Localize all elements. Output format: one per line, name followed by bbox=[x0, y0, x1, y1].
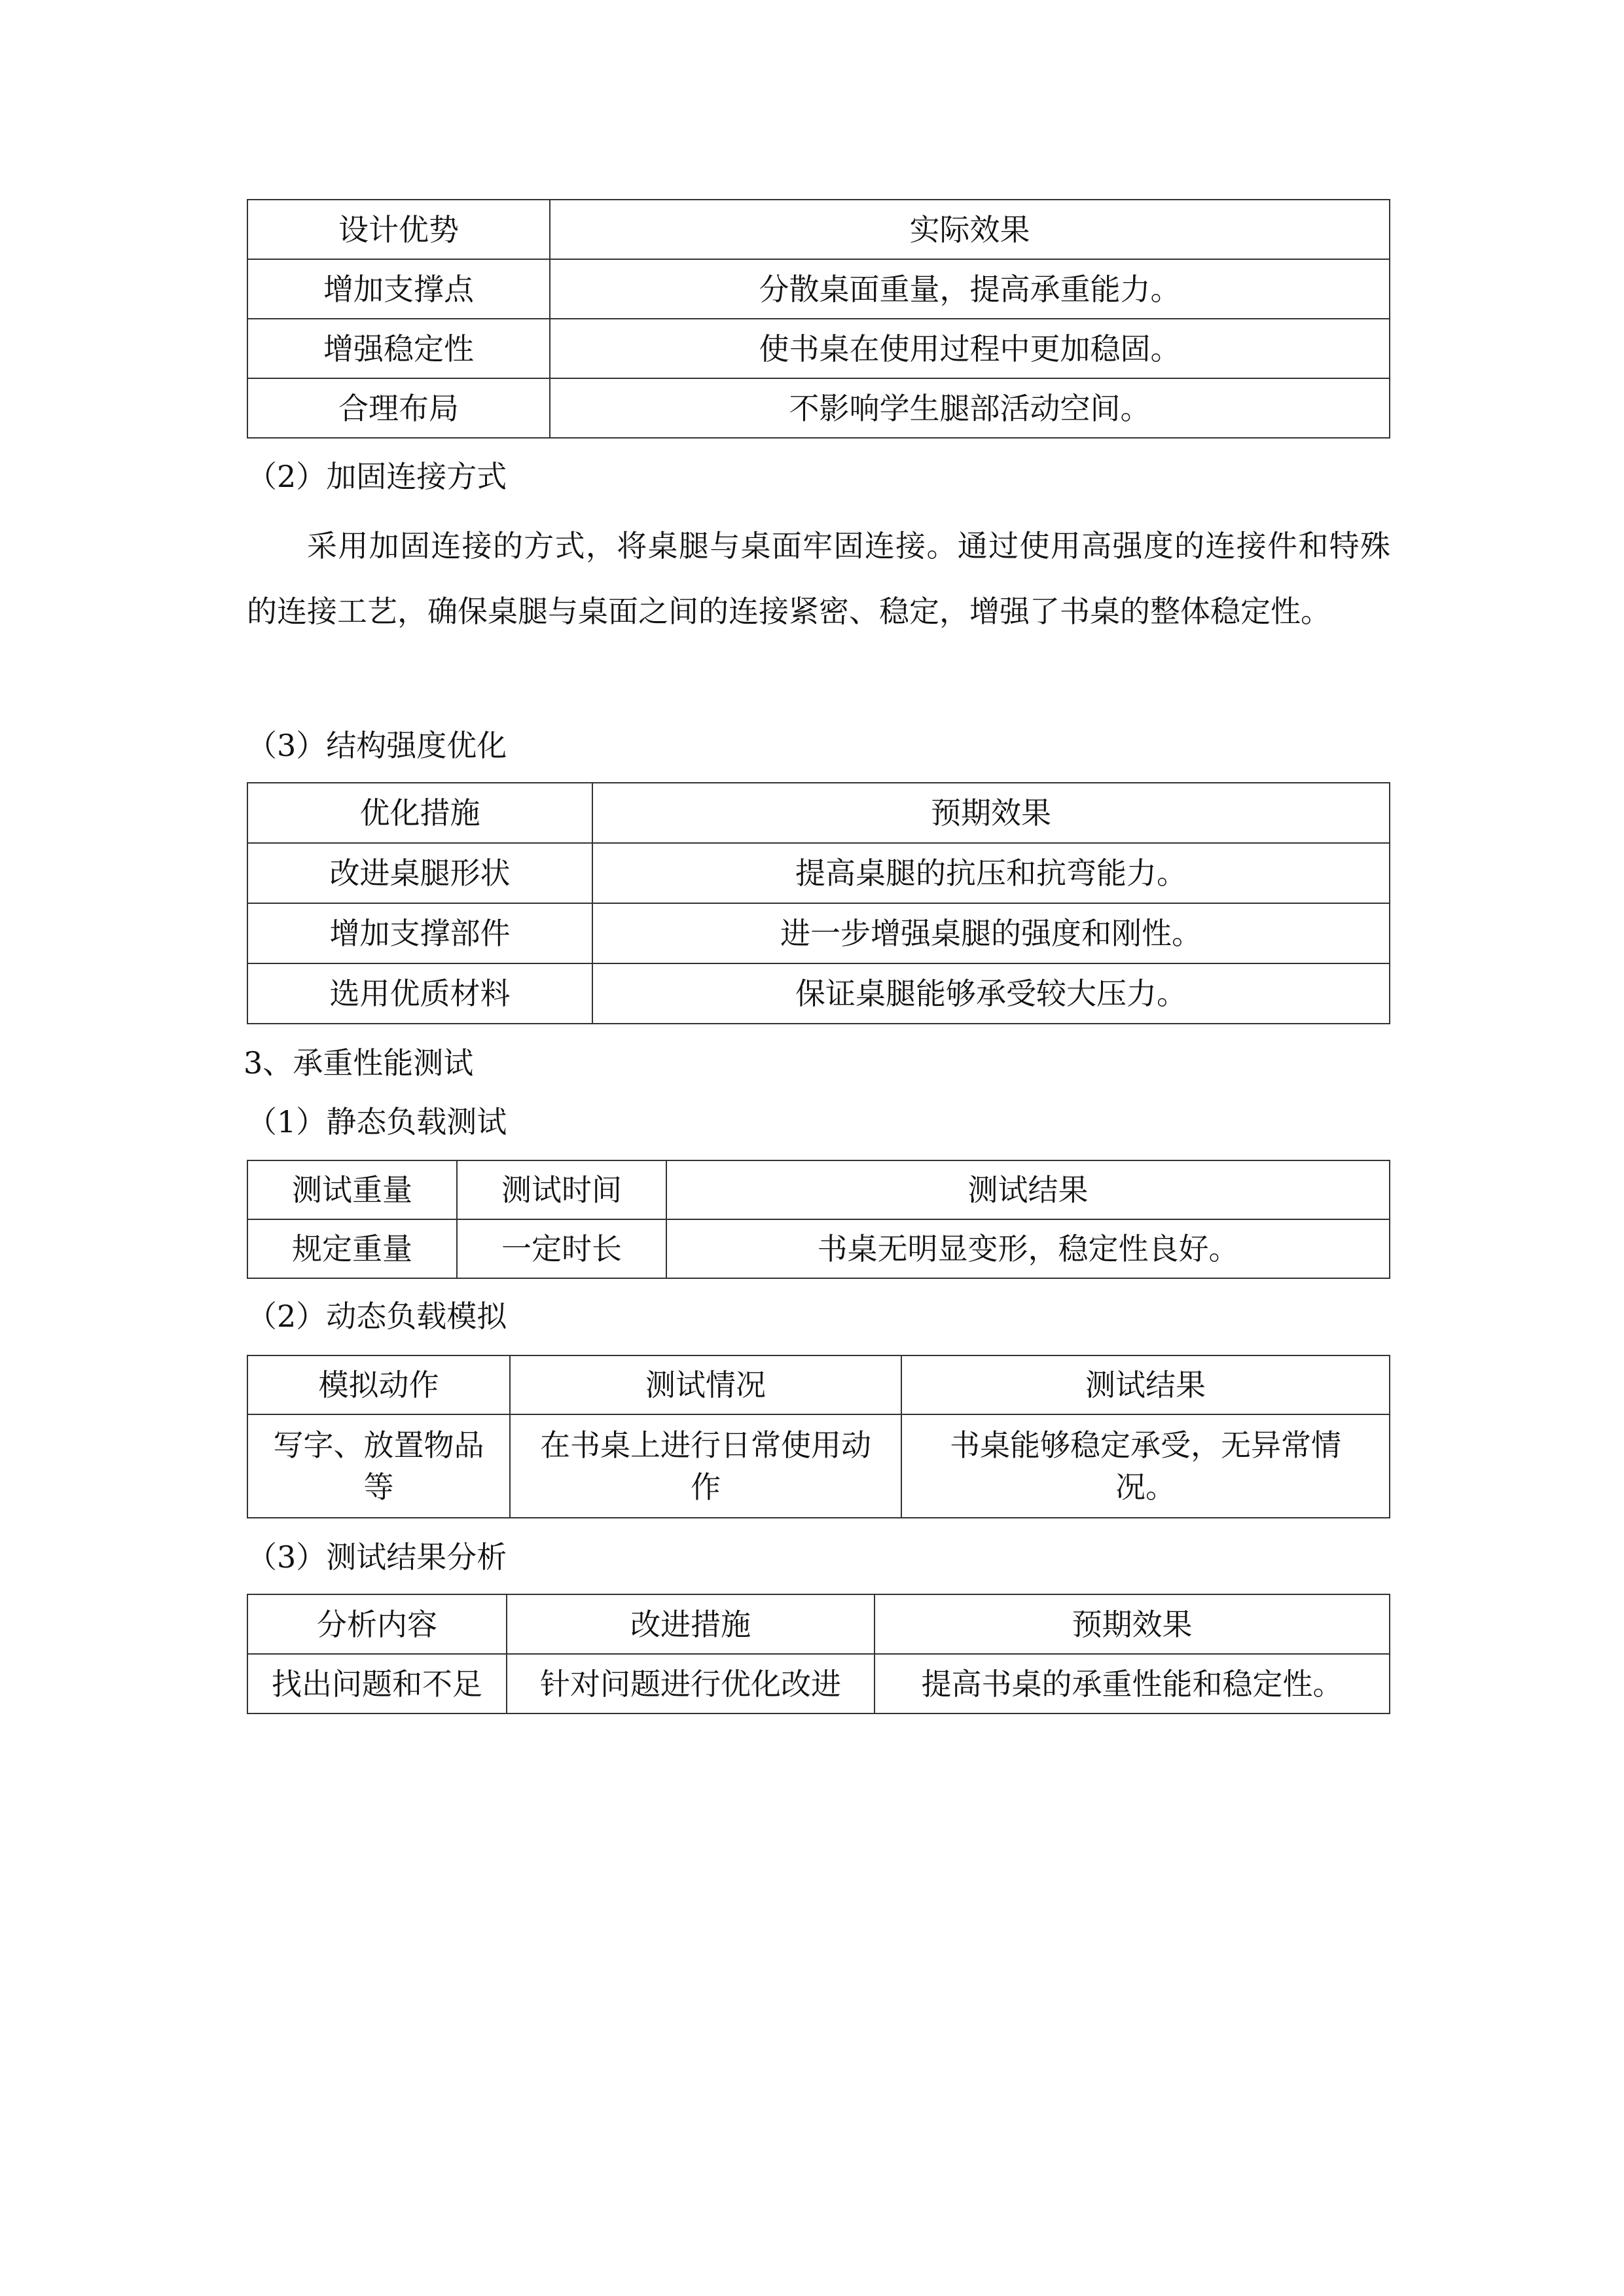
table-row bbox=[247, 378, 1390, 438]
table-row bbox=[247, 1654, 1390, 1713]
table-header-row bbox=[247, 783, 1390, 843]
table-cell: 规定重量 bbox=[247, 1219, 457, 1278]
table-header-cell: 预期效果 bbox=[875, 1594, 1390, 1654]
table-cell: 提高书桌的承重性能和稳定性。 bbox=[875, 1654, 1390, 1713]
body-paragraph: 采用加固连接的方式，将桌腿与桌面牢固连接。通过使用高强度的连接件和特殊的连接工艺，确保桌腿与桌面之间的连接紧密、稳定，增强了书桌的整体稳定性。 bbox=[247, 528, 1390, 629]
table-cell: 增加支撑部件 bbox=[247, 903, 592, 963]
table-row bbox=[247, 319, 1390, 378]
cell-text: 书桌能够稳定承受，无异常情况。 bbox=[950, 1427, 1341, 1505]
table-cell: 保证桌腿能够承受较大压力。 bbox=[592, 963, 1390, 1024]
section-heading: （1）静态负载测试 bbox=[247, 1104, 507, 1139]
dynamic-load-table bbox=[247, 1355, 1390, 1518]
table-cell: 书桌无明显变形，稳定性良好。 bbox=[666, 1219, 1390, 1278]
design-advantages-table bbox=[247, 199, 1390, 439]
table-header-cell: 测试情况 bbox=[510, 1355, 901, 1414]
table-cell: 针对问题进行优化改进 bbox=[507, 1654, 875, 1713]
table-row bbox=[247, 1219, 1390, 1278]
section-heading: （3）测试结果分析 bbox=[247, 1539, 507, 1575]
table-header-cell: 分析内容 bbox=[247, 1594, 507, 1654]
table-row bbox=[247, 259, 1390, 319]
table-header-cell: 测试重量 bbox=[247, 1160, 457, 1219]
cell-text: 在书桌上进行日常使用动作 bbox=[540, 1427, 871, 1505]
table-cell: 合理布局 bbox=[247, 378, 550, 438]
result-analysis-table bbox=[247, 1594, 1390, 1714]
table-header-cell: 优化措施 bbox=[247, 783, 592, 843]
table-row bbox=[247, 963, 1390, 1024]
table-header-cell: 预期效果 bbox=[592, 783, 1390, 843]
table-cell bbox=[901, 1414, 1390, 1518]
table-row bbox=[247, 843, 1390, 903]
table-cell: 找出问题和不足 bbox=[247, 1654, 507, 1713]
section-heading: （2）动态负载模拟 bbox=[247, 1299, 507, 1334]
table-header-row bbox=[247, 1160, 1390, 1219]
section-heading: （2）加固连接方式 bbox=[247, 459, 507, 494]
cell-text: 写字、放置物品等 bbox=[273, 1427, 484, 1505]
table-header-cell: 设计优势 bbox=[247, 200, 550, 259]
table-cell: 一定时长 bbox=[457, 1219, 666, 1278]
table-cell bbox=[247, 1414, 510, 1518]
table-cell: 增加支撑点 bbox=[247, 259, 550, 319]
table-header-cell: 改进措施 bbox=[507, 1594, 875, 1654]
part-heading: 3、承重性能测试 bbox=[244, 1045, 474, 1081]
table-row bbox=[247, 903, 1390, 963]
table-cell: 进一步增强桌腿的强度和刚性。 bbox=[592, 903, 1390, 963]
table-header-row bbox=[247, 1594, 1390, 1654]
table-header-cell: 测试结果 bbox=[901, 1355, 1390, 1414]
table-header-cell: 测试结果 bbox=[666, 1160, 1390, 1219]
structure-optimization-table bbox=[247, 782, 1390, 1024]
table-cell: 不影响学生腿部活动空间。 bbox=[550, 378, 1390, 438]
table-header-cell: 模拟动作 bbox=[247, 1355, 510, 1414]
table-cell: 增强稳定性 bbox=[247, 319, 550, 378]
table-cell: 选用优质材料 bbox=[247, 963, 592, 1024]
table-cell: 提高桌腿的抗压和抗弯能力。 bbox=[592, 843, 1390, 903]
table-cell bbox=[510, 1414, 901, 1518]
table-header-cell: 实际效果 bbox=[550, 200, 1390, 259]
table-cell: 改进桌腿形状 bbox=[247, 843, 592, 903]
section-heading: （3）结构强度优化 bbox=[247, 728, 507, 763]
table-cell: 使书桌在使用过程中更加稳固。 bbox=[550, 319, 1390, 378]
table-row bbox=[247, 1414, 1390, 1518]
table-header-cell: 测试时间 bbox=[457, 1160, 666, 1219]
table-header-row bbox=[247, 200, 1390, 259]
static-load-table bbox=[247, 1160, 1390, 1279]
table-cell: 分散桌面重量，提高承重能力。 bbox=[550, 259, 1390, 319]
table-header-row bbox=[247, 1355, 1390, 1414]
